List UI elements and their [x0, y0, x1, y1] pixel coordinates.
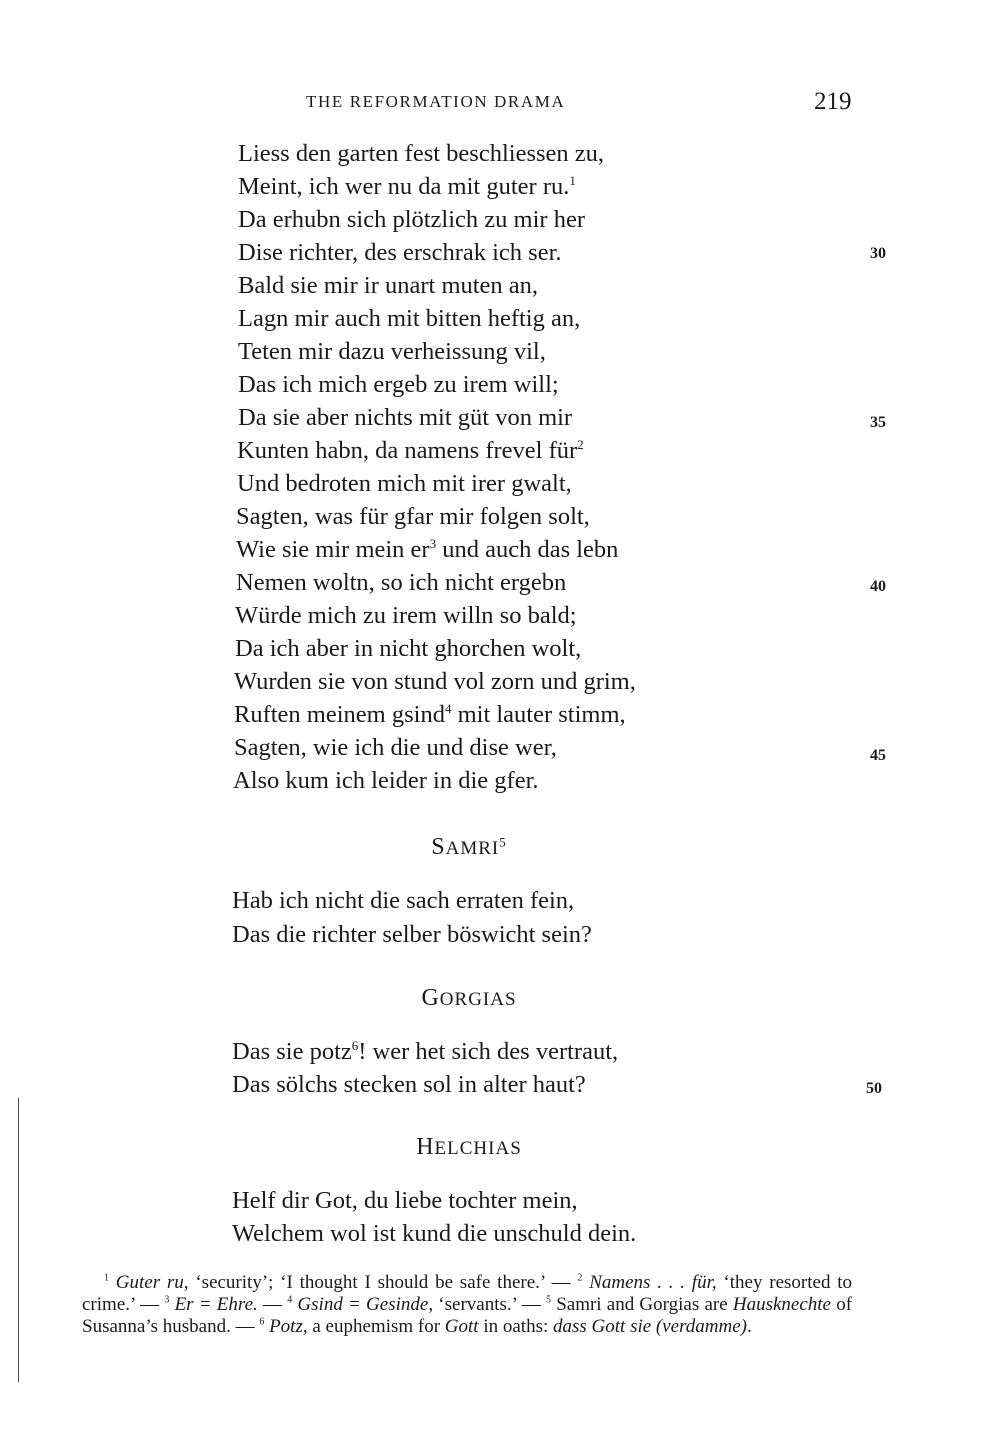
- verse-line: Da erhubn sich plötzlich zu mir her: [238, 206, 585, 233]
- verse-line: Helf dir Got, du liebe tochter mein,: [232, 1187, 578, 1214]
- verse-line: Sagten, wie ich die und dise wer,: [234, 734, 557, 761]
- verse-line: Lagn mir auch mit bitten heftig an,: [238, 305, 581, 332]
- verse-line: Bald sie mir ir unart muten an,: [238, 272, 539, 299]
- footnote-ref: 4: [444, 700, 452, 716]
- verse-line: Nemen woltn, so ich nicht ergebn: [236, 569, 567, 596]
- verse-line: Würde mich zu irem willn so bald;: [235, 602, 577, 629]
- verse-line: Das die richter selber böswicht sein?: [232, 921, 592, 948]
- verse-line: Teten mir dazu verheissung vil,: [238, 338, 546, 365]
- line-number-50: 50: [866, 1080, 882, 1097]
- verse-line: Kunten habn, da namens frevel für$^2$: [237, 436, 584, 464]
- line-number-45: 45: [870, 747, 886, 764]
- verse-line: Wurden sie von stund vol zorn und grim,: [234, 668, 636, 695]
- verse-line: Das ich mich ergeb zu irem will;: [238, 371, 559, 398]
- page-header: [0, 88, 1000, 118]
- verse-line: Wie sie mir mein $er^3$ und auch das lebn: [236, 535, 619, 563]
- footnote-ref: 1: [569, 172, 576, 188]
- verse-line: Meint, ich wer nu da mit guter ru.$^1$: [238, 172, 576, 200]
- line-number-30: 30: [870, 245, 886, 262]
- line-number-35: 35: [870, 414, 886, 431]
- line-number-40: 40: [870, 578, 886, 595]
- footnote-ref: 5: [499, 834, 507, 850]
- verse-line: Das sie potz$^6$! wer het sich des vertraut,: [232, 1037, 619, 1065]
- verse-line: Das sölchs stecken sol in alter haut?: [232, 1071, 586, 1098]
- speaker-heading-samri: SAMRI$^5$: [431, 834, 507, 860]
- verse-line: Hab ich nicht die sach erraten fein,: [232, 887, 575, 914]
- verse-line: Da sie aber nichts mit güt von mir: [238, 404, 573, 431]
- footnote-ref: 2: [577, 436, 584, 452]
- speaker-heading-gorgias: GORGIAS: [421, 985, 517, 1011]
- verse-line: Und bedroten mich mit irer gwalt,: [237, 470, 572, 497]
- footnotes: [82, 1272, 852, 1338]
- speaker-heading-helchias: HELCHIAS: [416, 1134, 522, 1160]
- running-title: THE REFORMATION DRAMA: [306, 92, 566, 111]
- verse-line: Sagten, was für gfar mir folgen solt,: [236, 503, 590, 530]
- verse-line: Liess den garten fest beschliessen zu,: [238, 140, 605, 167]
- page-number: 219: [814, 88, 852, 115]
- verse-line: Da ich aber in nicht ghorchen wolt,: [235, 635, 582, 662]
- footnote-ref: 3: [429, 535, 437, 551]
- verse-line: Welchem wol ist kund die unschuld dein.: [232, 1220, 637, 1247]
- verse-line: Dise richter, des erschrak ich ser.: [238, 239, 562, 266]
- verse-line: Ruften meinem gsind$^4$ mit lauter stimm,: [234, 700, 626, 728]
- footnote-paragraph: $^1$ Guter ru, ‘security’; ‘I thought I should be safe there.’ — $^2$ Namens . . . für, ‘they resorted to crime.’ — $^3$ Er = Ehre. — $^4$ Gsind = Gesinde, ‘servants.’ — $^5$ Samri and Gorgias are Hausknechte of Susanna’s husband. — $^6$ Potz, a euphemism for Gott in oaths: dass Gott sie (verdamme).: [82, 1272, 853, 1337]
- verse-line: Also kum ich leider in die gfer.: [233, 767, 539, 794]
- footnote-ref: 6: [351, 1037, 359, 1053]
